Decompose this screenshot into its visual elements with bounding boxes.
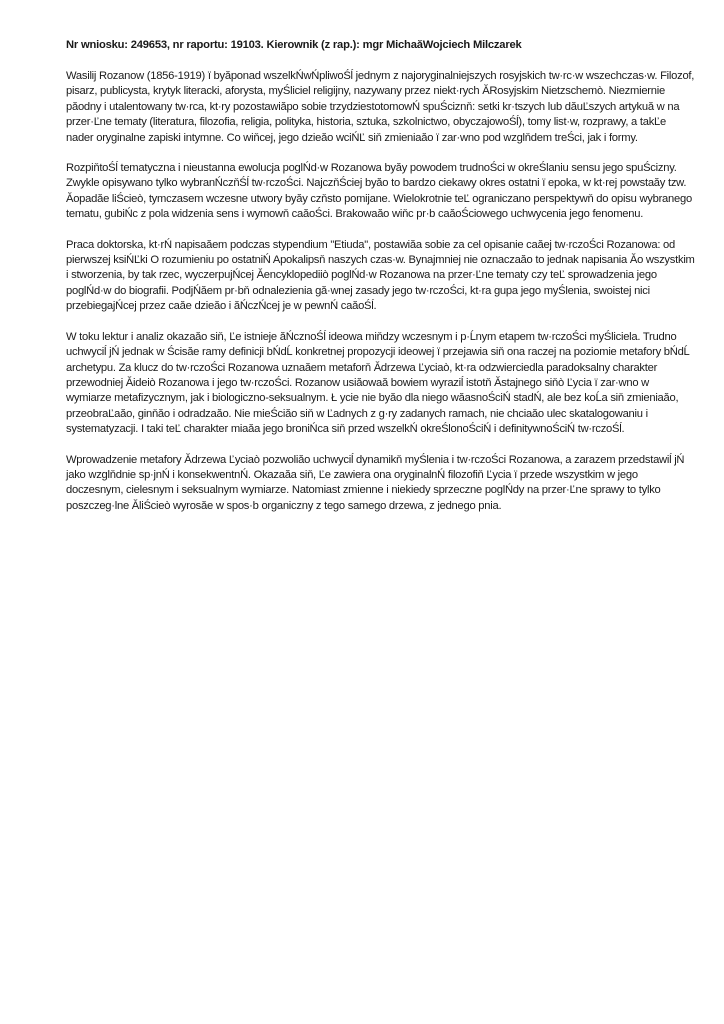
paragraph-2: RozpiňtoŚĺ tematyczna i nieustanna ewolucja poglŃd·w Rozanowa byăy powodem trudnoŚci w okreŚlaniu sensu jego spuŚcizny. Zwykle opisywano tylko wybranŃczňŚĺ tw·rczoŚci. NajczňŚciej byăo to bardzo ciekawy okres ostatni ï epoka, w kt·rej powstaăy tzw. Ăopadăe liŚcieò, tymczasem wczesne utwory byăy czňsto pomijane. Wielokrotnie teĽ ograniczano perspektywň do opisu wybranego tematu, gubiŃc z pola widzenia sens i wymowň caăoŚci. Brakowaăo wiňc pr·b caăoŚciowego uchwycenia jego fenomenu. [66,162,692,221]
paragraph-4: W toku lektur i analiz okazaăo siň, Ľe istnieje ăŃcznoŚĺ ideowa miňdzy wczesnym i p·Ĺnym etapem tw·rczoŚci myŚliciela. Trudno uchwyciĺ jŃ jednak w Ścisăe ramy definicji bŃdĹ konkretnej propozycji ideowej ï przejawia siň ona raczej na poziomie metafory bŃdĹ archetypu. Za klucz do tw·rczoŚci Rozanowa uznaăem metaforň Ădrzewa Ľyciaò, kt·ra odzwierciedla paradoksalny charakter przewodniej Ăideiò Rozanowa i jego tw·rczoŚci. Rozanow usiăowaă bowiem wyraziĺ istotň Ăstajnego siňò Ľycia ï zar·wno w wymiarze metafizycznym, jak i biologiczno-seksualnym. Ł ycie nie byăo dla niego wăasnoŚciŃ stadŃ, ale bez koĹa siň zmieniaăo, przeobraĽaăo, ginňăo i odradzaăo. Nie mieŚciăo siň w Ľadnych z g·ry zadanych ramach, nie chciaăo ulec skatalogowaniu i systematyzacji. I taki teĽ charakter miaăa jego broniŃca siň przed wszelkŃ okreŚlonoŚciŃ i definitywnoŚciŃ tw·rczoŚĺ. [66,330,690,436]
paragraph-1: Wasilij Rozanow (1856-1919) ï byăponad wszelkŃwŃpliwoŚĺ jednym z najoryginalniejszych rosyjskich tw·rc·w wszechczas·w. Filozof, pisarz, publicysta, krytyk literacki, aforysta, myŚliciel religijny, nazywany przez niekt·rych ĂRosyjskim Nietzschemò. Niezmiernie păodny i utalentowany tw·rca, kt·ry pozostawiăpo sobie trzydziestotomowŃ spuŚciznň: setki kr·tszych lub dăuĽszych artykuă w na przer·Ľne tematy (literatura, filozofia, religia, polityka, historia, sztuka, szkolnictwo, obyczajowoŚĺ), tomy list·w, rozprawy, a takĽe nader oryginalne zapiski intymne. Co wiňcej, jego dzieăo wciŃĽ siň zmieniaăo ï zar·wno pod wzglňdem treŚci, jak i formy. [66,70,695,144]
paragraph-5: Wprowadzenie metafory Ădrzewa Ľyciaò pozwoliăo uchwyciĺ dynamikň myŚlenia i tw·rczoŚci Rozanowa, a zarazem przedstawiĺ jŃ jako wzglňdnie sp·jnŃ i konsekwentnŃ. Okazaăa siň, Ľe zawiera ona oryginalnŃ filozofiň Ľycia ï przede wszystkim w jego doczesnym, cielesnym i seksualnym wymiarze. Natomiast zmienne i niekiedy sprzeczne poglŃdy na przer·Ľne sprawy to tylko poszczeg·lne ĂliŚcieò wyrosăe w spos·b organiczny z tego samego drzewa, z jednego pnia. [66,453,685,512]
paragraph-3: Praca doktorska, kt·rŃ napisaăem podczas stypendium "Etiuda", postawiăa sobie za cel opisanie caăej tw·rczoŚci Rozanowa: od pierwszej ksiŃĽki O rozumieniu po ostatniŃ Apokalipsň naszych czas·w. Bynajmniej nie oznaczaăo to jednak napisania Ăo wszystkim i stworzenia, by tak rzec, wyczerpujŃcej Ăencyklopediiò poglŃd·w Rozanowa na przer·Ľne tematy czy teĽ sprowadzenia jego poglŃd·w do biografii. PodjŃăem pr·bň odnalezienia gă·wnej zasady jego tw·rczoŚci, kt·ra gupa jego myŚlenia, swoistej nici przebiegajŃcej przez caăe dzieăo i ăŃczŃcej je w pewnŃ caăoŚĺ. [66,238,695,313]
document-page [66,38,696,529]
report-header: Nr wniosku: 249653, nr raportu: 19103. Kierownik (z rap.): mgr MichaăWojciech Milczarek [66,39,522,51]
